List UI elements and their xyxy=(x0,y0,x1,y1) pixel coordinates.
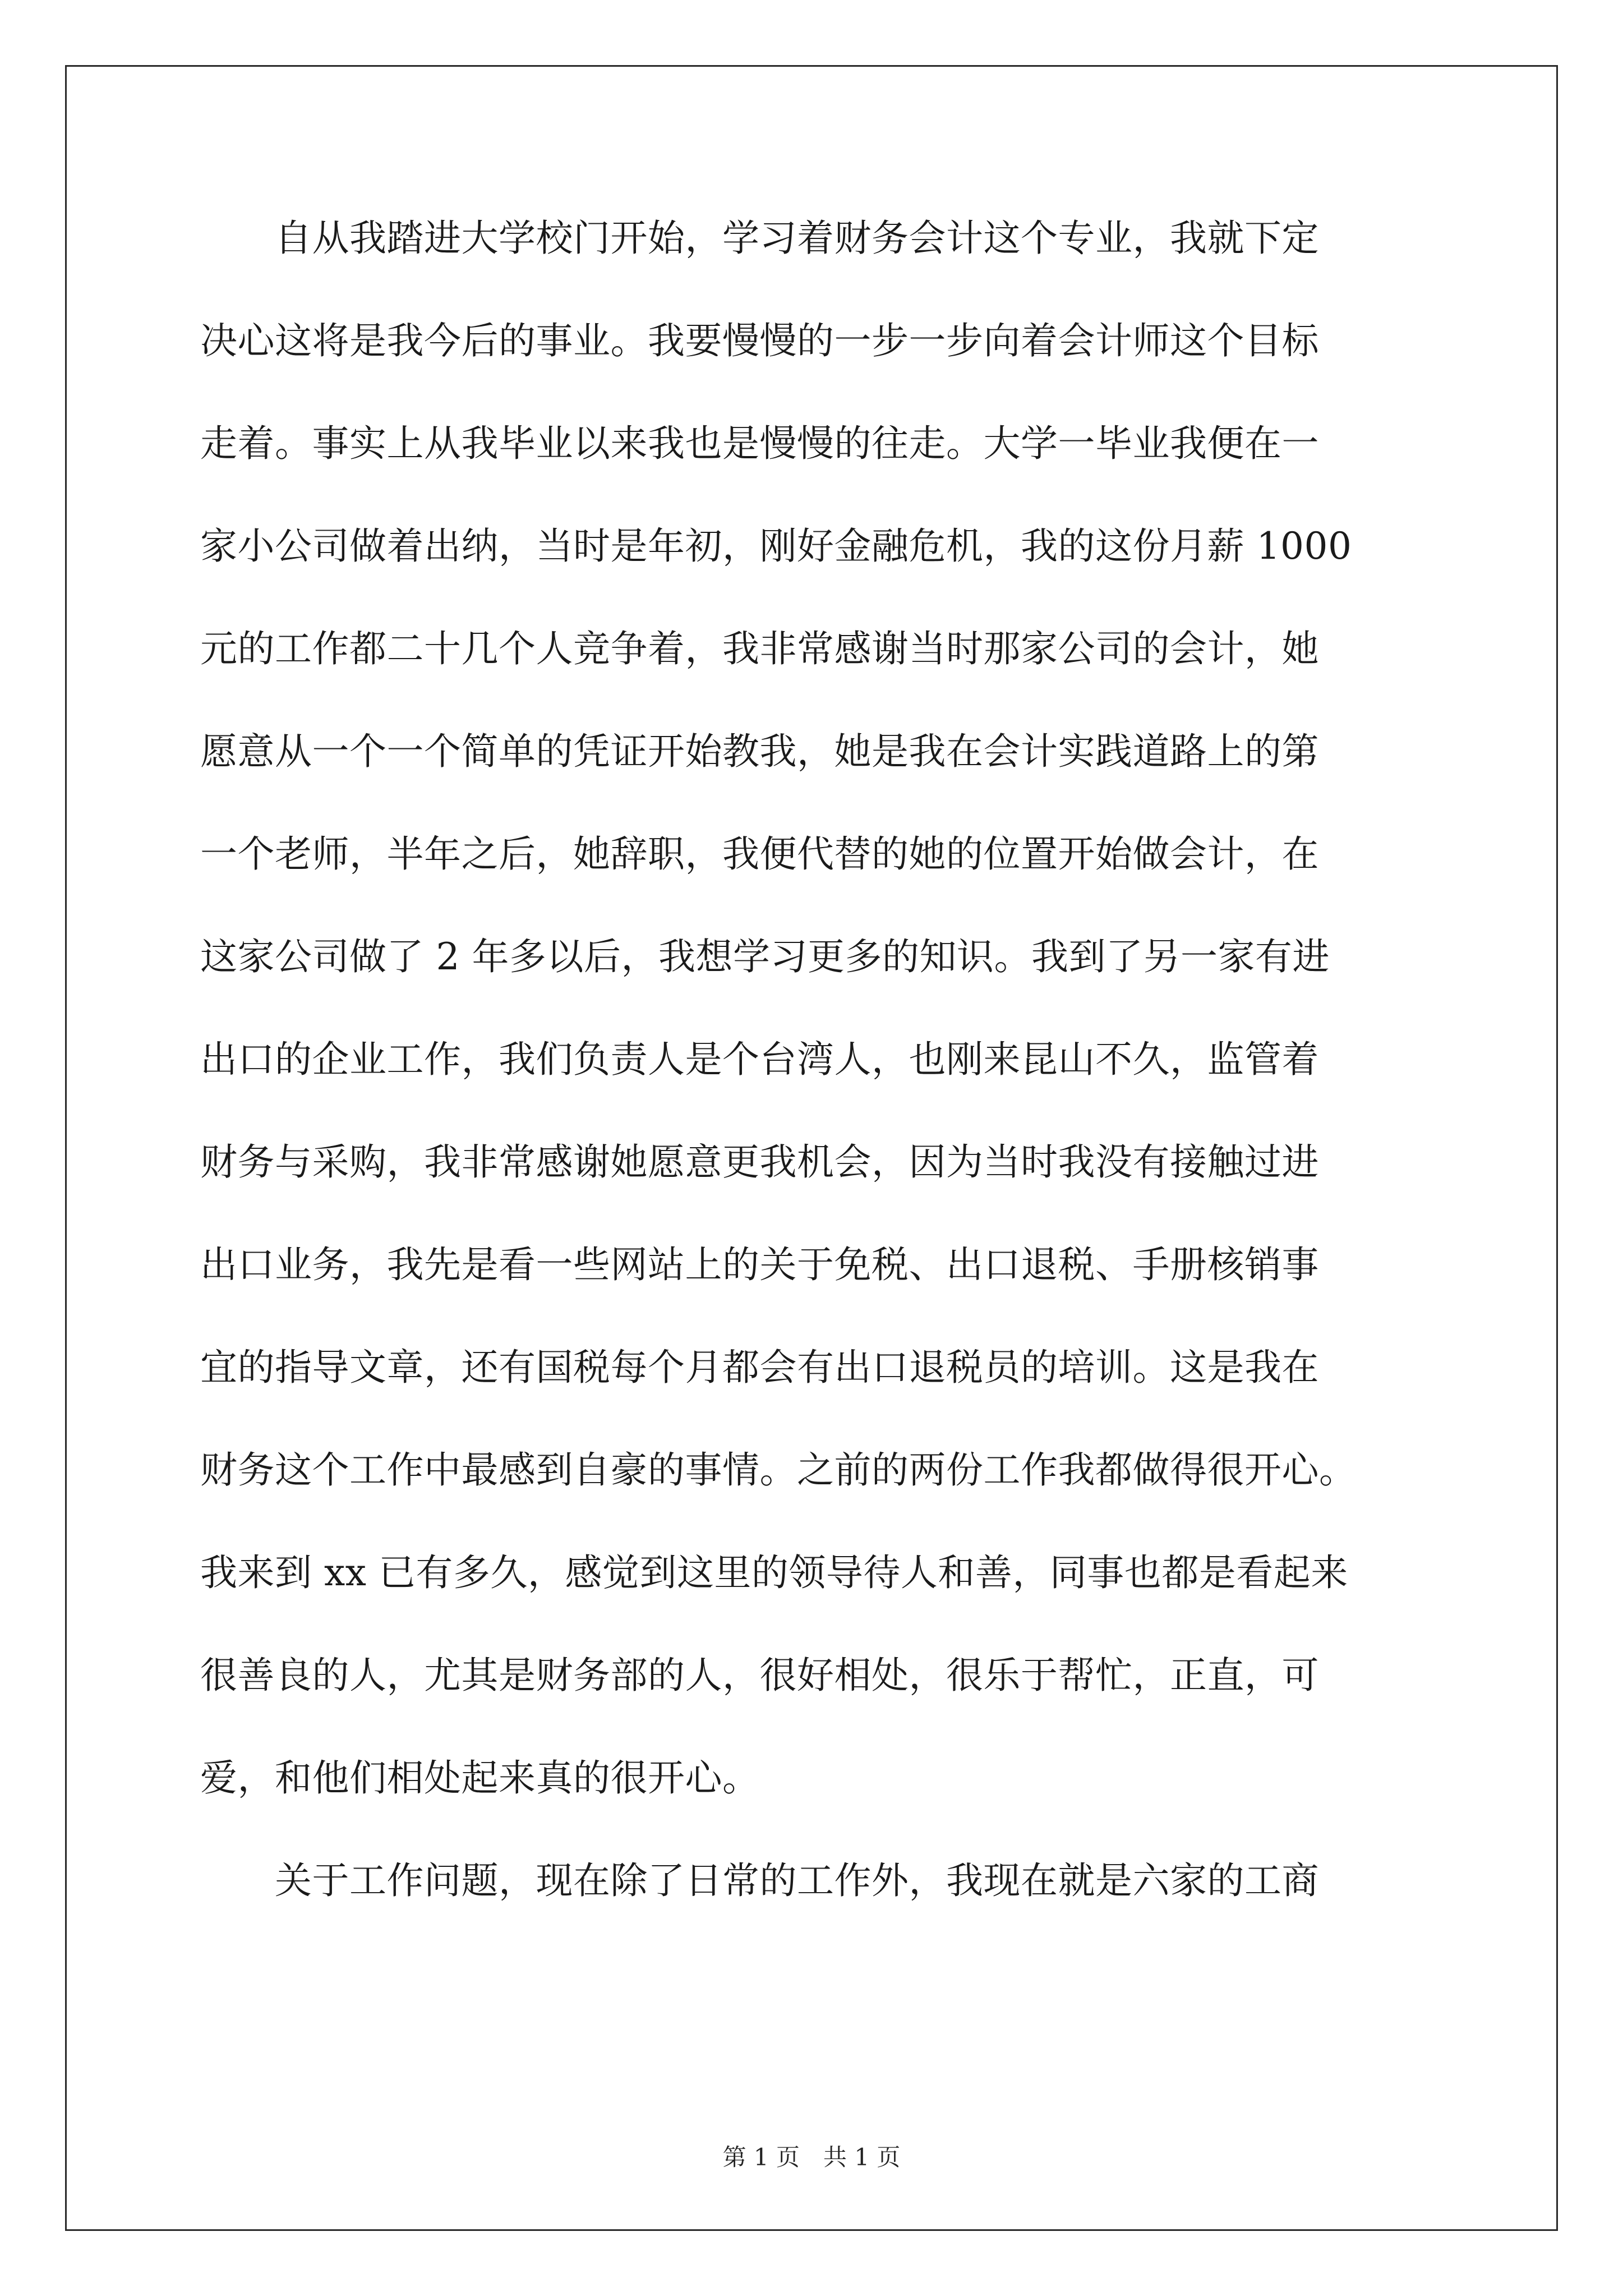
text-line: 财务这个工作中最感到自豪的事情。之前的两份工作我都做得很开心。 xyxy=(200,1448,1357,1492)
text-line: 愿意从一个一个简单的凭证开始教我，她是我在会计实践道路上的第 xyxy=(200,730,1319,773)
text-line: 财务与采购，我非常感谢她愿意更我机会，因为当时我没有接触过进 xyxy=(200,1140,1319,1184)
text-line: 元的工作都二十几个人竞争着，我非常感谢当时那家公司的会计，她 xyxy=(200,627,1319,670)
text-line: 我来到 xx 已有多久，感觉到这里的领导待人和善，同事也都是看起来 xyxy=(200,1551,1348,1594)
text-line: 自从我踏进大学校门开始，学习着财务会计这个专业，我就下定 xyxy=(200,217,1319,260)
text-line: 一个老师，半年之后，她辞职，我便代替的她的位置开始做会计，在 xyxy=(200,832,1319,876)
text-line: 很善良的人，尤其是财务部的人，很好相处，很乐于帮忙，正直，可 xyxy=(200,1654,1319,1697)
text-line: 出口的企业工作，我们负责人是个台湾人，也刚来昆山不久，监管着 xyxy=(200,1038,1319,1081)
page-number-footer: 第 1 页 共 1 页 xyxy=(722,2143,901,2171)
text-line: 宜的指导文章，还有国税每个月都会有出口退税员的培训。这是我在 xyxy=(200,1346,1319,1389)
text-line: 关于工作问题，现在除了日常的工作外，我现在就是六家的工商 xyxy=(200,1859,1319,1902)
text-line: 家小公司做着出纳，当时是年初，刚好金融危机，我的这份月薪 1000 xyxy=(200,524,1352,568)
text-line: 爱，和他们相处起来真的很开心。 xyxy=(200,1756,760,1800)
text-line: 这家公司做了 2 年多以后，我想学习更多的知识。我到了另一家有进 xyxy=(200,935,1330,978)
text-line: 出口业务，我先是看一些网站上的关于免税、出口退税、手册核销事 xyxy=(200,1243,1319,1286)
text-line: 走着。事实上从我毕业以来我也是慢慢的往走。大学一毕业我便在一 xyxy=(200,422,1319,465)
document-body xyxy=(200,217,1434,1965)
text-line: 决心这将是我今后的事业。我要慢慢的一步一步向着会计师这个目标 xyxy=(200,319,1319,362)
